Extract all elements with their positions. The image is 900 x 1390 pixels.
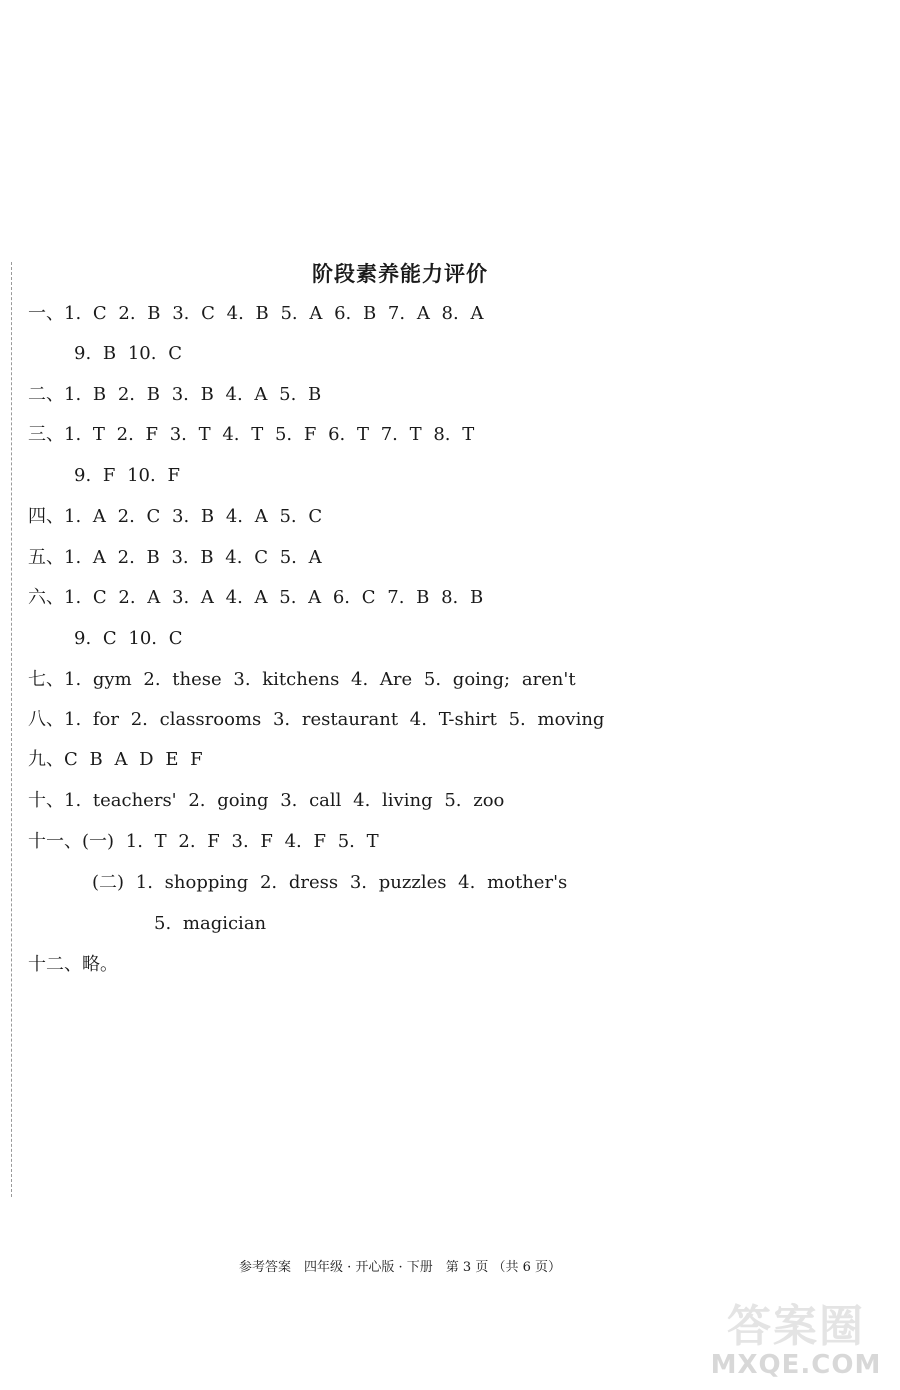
- watermark-text: 答案圈: [727, 1301, 865, 1352]
- answer-items: 1. A 2. C 3. B 4. A 5. C: [64, 506, 323, 527]
- binding-margin-line: [11, 262, 12, 1197]
- answer-line: [28, 423, 474, 447]
- answer-items: 略。: [82, 954, 118, 975]
- section-label: 六、: [28, 587, 64, 608]
- section-label: 三、: [28, 424, 64, 445]
- answer-items: 1. B 2. B 3. B 4. A 5. B: [64, 384, 322, 405]
- answer-line: [28, 708, 604, 732]
- answer-line: [28, 586, 483, 610]
- answer-items: 1. C 2. B 3. C 4. B 5. A 6. B 7. A 8. A: [64, 303, 484, 324]
- answer-items: 1. gym 2. these 3. kitchens 4. Are 5. going; aren't: [64, 669, 576, 690]
- answer-items: 9. B 10. C: [74, 343, 182, 364]
- answer-line: [28, 668, 576, 692]
- answer-items: 1. for 2. classrooms 3. restaurant 4. T-shirt 5. moving: [64, 709, 605, 730]
- answer-items: 9. C 10. C: [74, 628, 183, 649]
- answer-line: [28, 505, 322, 529]
- section-label: 二、: [28, 384, 64, 405]
- answer-items: (一) 1. T 2. F 3. F 4. F 5. T: [82, 831, 379, 852]
- section-label: 七、: [28, 669, 64, 690]
- watermark-logo: [706, 1290, 886, 1380]
- section-label: 十二、: [28, 954, 82, 975]
- answer-line: [28, 830, 379, 854]
- answer-line: [74, 627, 183, 651]
- answer-line: [74, 464, 180, 488]
- page-title: 阶段素养能力评价: [312, 261, 488, 286]
- answer-items: (二) 1. shopping 2. dress 3. puzzles 4. mother's: [92, 872, 568, 893]
- page-footer: 参考答案 四年级 · 开心版 · 下册 第 3 页 （共 6 页）: [239, 1260, 561, 1275]
- answer-line: [28, 383, 321, 407]
- answer-items: 9. F 10. F: [74, 465, 180, 486]
- section-label: 一、: [28, 303, 64, 324]
- section-label: 五、: [28, 547, 64, 568]
- watermark-url: MXQE.COM: [710, 1350, 882, 1380]
- answer-line: [28, 953, 118, 977]
- answer-line: [154, 912, 266, 936]
- answer-items: 1. teachers' 2. going 3. call 4. living 5. zoo: [64, 790, 505, 811]
- answer-line: [92, 871, 567, 895]
- answer-line: [28, 748, 203, 772]
- answer-items: 1. A 2. B 3. B 4. C 5. A: [64, 547, 322, 568]
- answer-line: [28, 546, 322, 570]
- answer-line: [28, 789, 504, 813]
- section-label: 八、: [28, 709, 64, 730]
- section-label: 十一、: [28, 831, 82, 852]
- answer-line: [28, 302, 483, 326]
- answer-items: 1. C 2. A 3. A 4. A 5. A 6. C 7. B 8. B: [64, 587, 484, 608]
- section-label: 十、: [28, 790, 64, 811]
- answer-items: 5. magician: [154, 913, 267, 934]
- answer-items: 1. T 2. F 3. T 4. T 5. F 6. T 7. T 8. T: [64, 424, 475, 445]
- section-label: 四、: [28, 506, 64, 527]
- answer-line: [74, 342, 182, 366]
- section-label: 九、: [28, 749, 64, 770]
- answer-items: C B A D E F: [64, 749, 203, 770]
